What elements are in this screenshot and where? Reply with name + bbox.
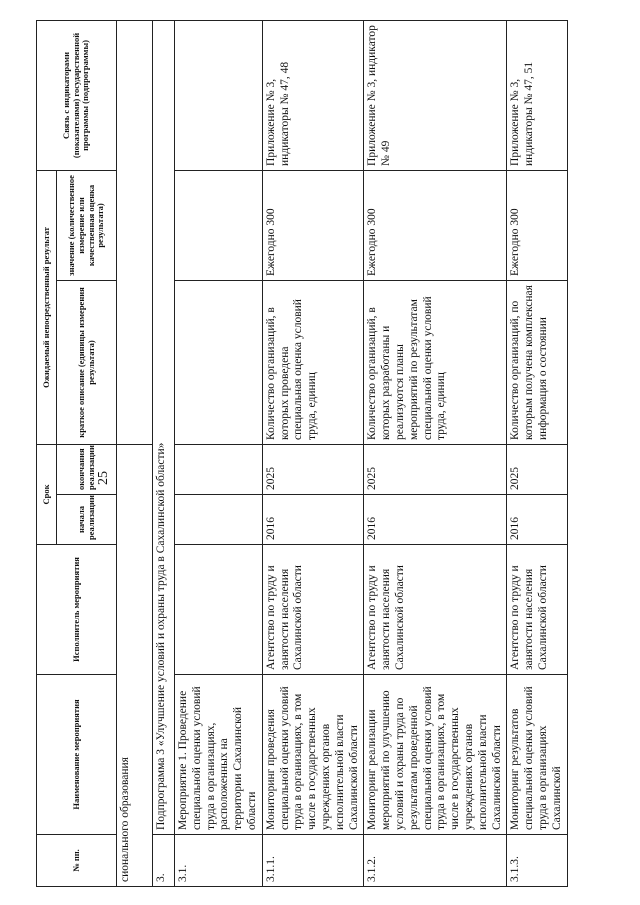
row-name: Мониторинг реализации мероприятий по улучшению условий и охраны труда по результатам проведенной специальной оценки условий труда в организациях, в том числе в государственных учреждениях органов исполнительной власти Сахалинской области (364, 675, 507, 835)
table-row (262, 20, 364, 886)
row-start: 2016 (507, 495, 567, 545)
row-executor: Агентство по труду и занятости населения Сахалинской области (364, 545, 507, 675)
row-name: Мониторинг проведения специальной оценки условий труда в организациях, в том числе в государственных учреждениях органов исполнительной власти Сахалинской области (262, 675, 364, 835)
row-number: 3.1.3. (507, 835, 567, 887)
row-number: 3.1. (175, 835, 263, 887)
header-end: окончания реализации (57, 444, 117, 494)
table-row (507, 20, 567, 886)
table-row (175, 20, 263, 886)
header-link: Связь с индикаторами (показателями) государственной программы (подпрограммы) (37, 20, 117, 170)
row-end: 2025 (262, 444, 364, 494)
row-desc: Количество организаций, по которым получена комплексная информация о состоянии (507, 280, 567, 444)
header-result-value: значение (количественное измерение или качественная оценка результата) (57, 170, 117, 280)
row-link: Приложение № 3, индикаторы № 47, 48 (262, 20, 364, 170)
header-result-desc: краткое описание (единицы измерения результата) (57, 280, 117, 444)
table-row (364, 20, 507, 886)
subprogram-title: Подпрограмма 3 «Улучшение условий и охраны труда в Сахалинской области» (153, 20, 175, 834)
row-start: 2016 (364, 495, 507, 545)
continuation-text: сионального образования (117, 444, 153, 886)
continuation-empty (117, 20, 153, 444)
row-executor: Агентство по труду и занятости населения Сахалинской области (507, 545, 567, 675)
page-number: 25 (96, 471, 111, 485)
row-desc (175, 280, 263, 444)
row-value: Ежегодно 300 (364, 170, 507, 280)
header-name: Наименование мероприятия (37, 675, 117, 835)
row-desc: Количество организаций, в которых проведена специальная оценка условий труда, единиц (262, 280, 364, 444)
row-value (175, 170, 263, 280)
row-name: Мероприятие 1. Проведение специальной оценки условий труда в организациях, расположенных на территории Сахалинской области (175, 675, 263, 835)
row-number: 3.1.2. (364, 835, 507, 887)
row-link (175, 20, 263, 170)
row-end (175, 444, 263, 494)
row-desc: Количество организаций, в которых разработаны и реализуются планы мероприятий по результатам специальной оценки условий труда, единиц (364, 280, 507, 444)
header-term: Срок (37, 444, 57, 544)
row-end: 2025 (364, 444, 507, 494)
header-result: Ожидаемый непосредственный результат (37, 170, 57, 444)
header-start: начала реализации (57, 495, 117, 545)
row-number: 3.1.1. (262, 835, 364, 887)
row-start (175, 495, 263, 545)
header-no: № пп. (37, 835, 117, 887)
subprogram-no-cell: 3. (153, 835, 175, 887)
activities-table (36, 20, 568, 887)
row-link: Приложение № 3, индикаторы № 47, 51 (507, 20, 567, 170)
row-executor: Агентство по труду и занятости населения Сахалинской области (262, 545, 364, 675)
row-value: Ежегодно 300 (262, 170, 364, 280)
row-start: 2016 (262, 495, 364, 545)
row-executor (175, 545, 263, 675)
row-end: 2025 (507, 444, 567, 494)
header-executor: Исполнитель мероприятия (37, 545, 117, 675)
continuation-row (117, 20, 153, 886)
row-name: Мониторинг результатов специальной оценки условий труда в организациях Сахалинской (507, 675, 567, 835)
subprogram-row (153, 20, 175, 886)
row-link: Приложение № 3, индикатор № 49 (364, 20, 507, 170)
row-value: Ежегодно 300 (507, 170, 567, 280)
